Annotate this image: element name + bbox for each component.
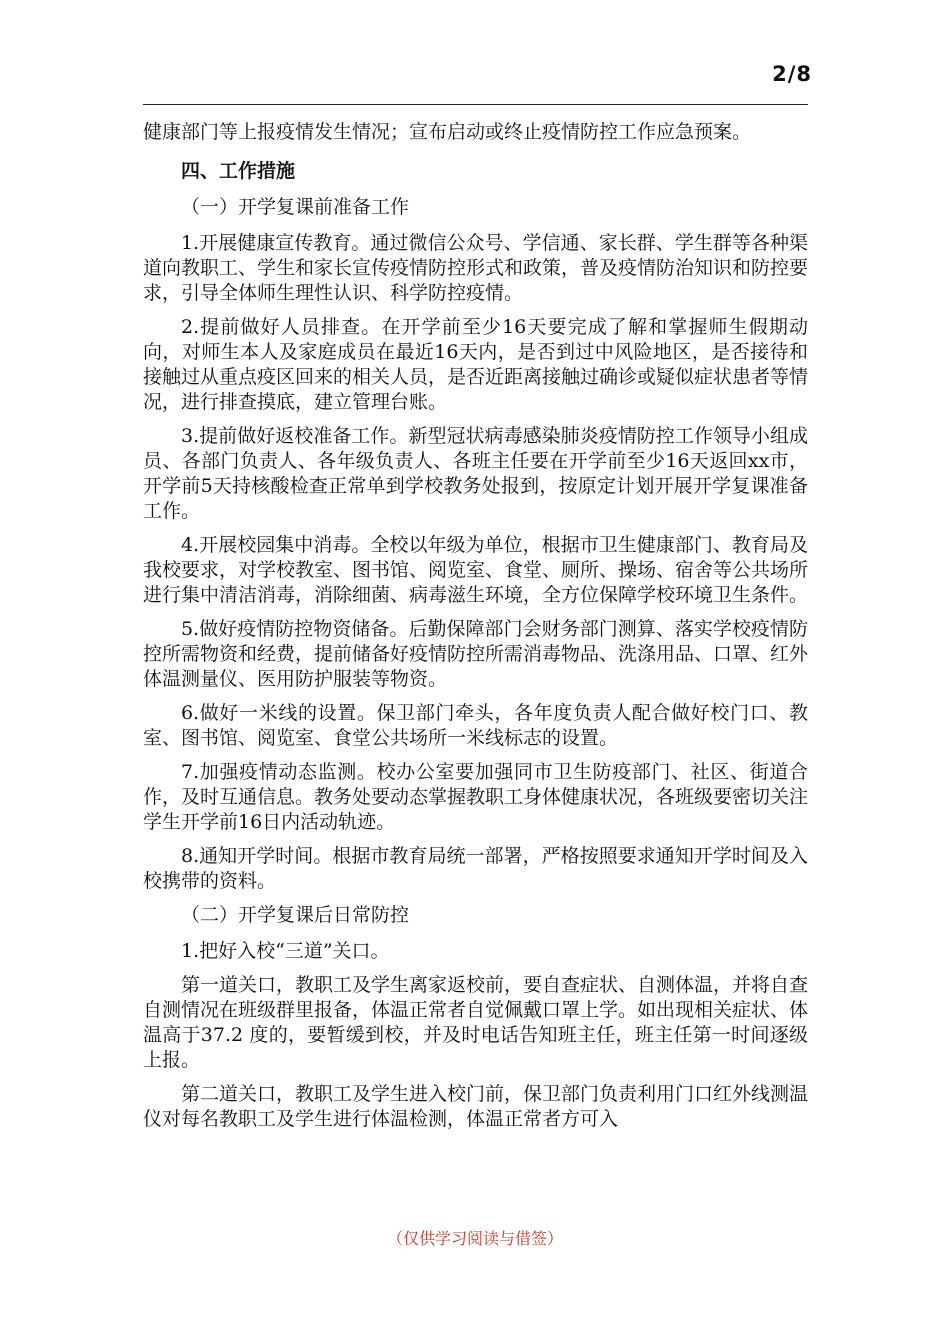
paragraph-notify-start-date: 8.通知开学时间。根据市教育局统一部署，严格按照要求通知开学时间及入校携带的资料。 [143,845,808,892]
document-body [143,120,808,1141]
paragraph-health-education: 1.开展健康宣传教育。通过微信公众号、学信通、家长群、学生群等各种渠道向教职工、学生和家长宣传疫情防控形式和政策，普及疫情防治知识和防控要求，引导全体师生理性认识、科学防控疫情。 [143,232,809,304]
paragraph-one-meter-line: 6.做好一米线的设置。保卫部门牵头，各年度负责人配合做好校门口、教室、图书馆、阅览室、食堂公共场所一米线标志的设置。 [143,702,808,749]
subsection-heading-after-reopening: （二）开学复课后日常防控 [181,904,410,926]
paragraph-second-checkpoint: 第二道关口，教职工及学生进入校门前，保卫部门负责利用门口红外线测温仪对每名教职工及学生进行体温检测，体温正常者方可入 [143,1083,809,1130]
paragraph-personnel-screening: 2.提前做好人员排查。在开学前至少16天要完成了解和掌握师生假期动向，对师生本人及家庭成员在最近16天内，是否到过中风险地区，是否接待和接触过从重点疫区回来的相关人员，是否近距离接触过确诊或疑似症状患者等情况，进行排查摸底，建立管理台账。 [143,316,809,413]
paragraph-first-checkpoint: 第一道关口，教职工及学生离家返校前，要自查症状、自测体温，并将自查自测情况在班级群里报备，体温正常者自觉佩戴口罩上学。如出现相关症状、体温高于37.2 度的，要暂缓到校，并及时电话告知班主任，班主任第一时间逐级上报。 [143,974,809,1071]
paragraph-supplies-reserve: 5.做好疫情防控物资储备。后勤保障部门会财务部门测算、落实学校疫情防控所需物资和经费，提前储备好疫情防控所需消毒物品、洗涤用品、口罩、红外体温测量仪、医用防护服装等物资。 [143,618,809,690]
footer-disclaimer: （仅供学习阅读与借签） [386,1229,563,1248]
page-number: 2/8 [772,62,812,86]
paragraph-continued: 健康部门等上报疫情发生情况；宣布启动或终止疫情防控工作应急预案。 [143,121,752,143]
paragraph-campus-disinfection: 4.开展校园集中消毒。全校以年级为单位，根据市卫生健康部门、教育局及我校要求，对学校教室、图书馆、阅览室、食堂、厕所、操场、宿舍等公共场所进行集中清洁消毒，消除细菌、病毒滋生环境，全方位保障学校环境卫生条件。 [143,534,809,606]
paragraph-three-checkpoints: 1.把好入校“三道”关口。 [181,940,390,962]
header-divider [143,104,808,105]
subsection-heading-before-reopening: （一）开学复课前准备工作 [181,196,410,218]
paragraph-return-preparation: 3.提前做好返校准备工作。新型冠状病毒感染肺炎疫情防控工作领导小组成员、各部门负责人、各年级负责人、各班主任要在开学前至少16天返回xx市，开学前5天持核酸检查正常单到学校教务处报到，按原定计划开展开学复课准备工作。 [143,425,808,522]
section-heading-work-measures: 四、工作措施 [181,160,296,182]
paragraph-dynamic-monitoring: 7.加强疫情动态监测。校办公室要加强同市卫生防疫部门、社区、街道合作，及时互通信息。教务处要动态掌握教职工身体健康状况，各班级要密切关注学生开学前16日内活动轨迹。 [143,761,809,833]
